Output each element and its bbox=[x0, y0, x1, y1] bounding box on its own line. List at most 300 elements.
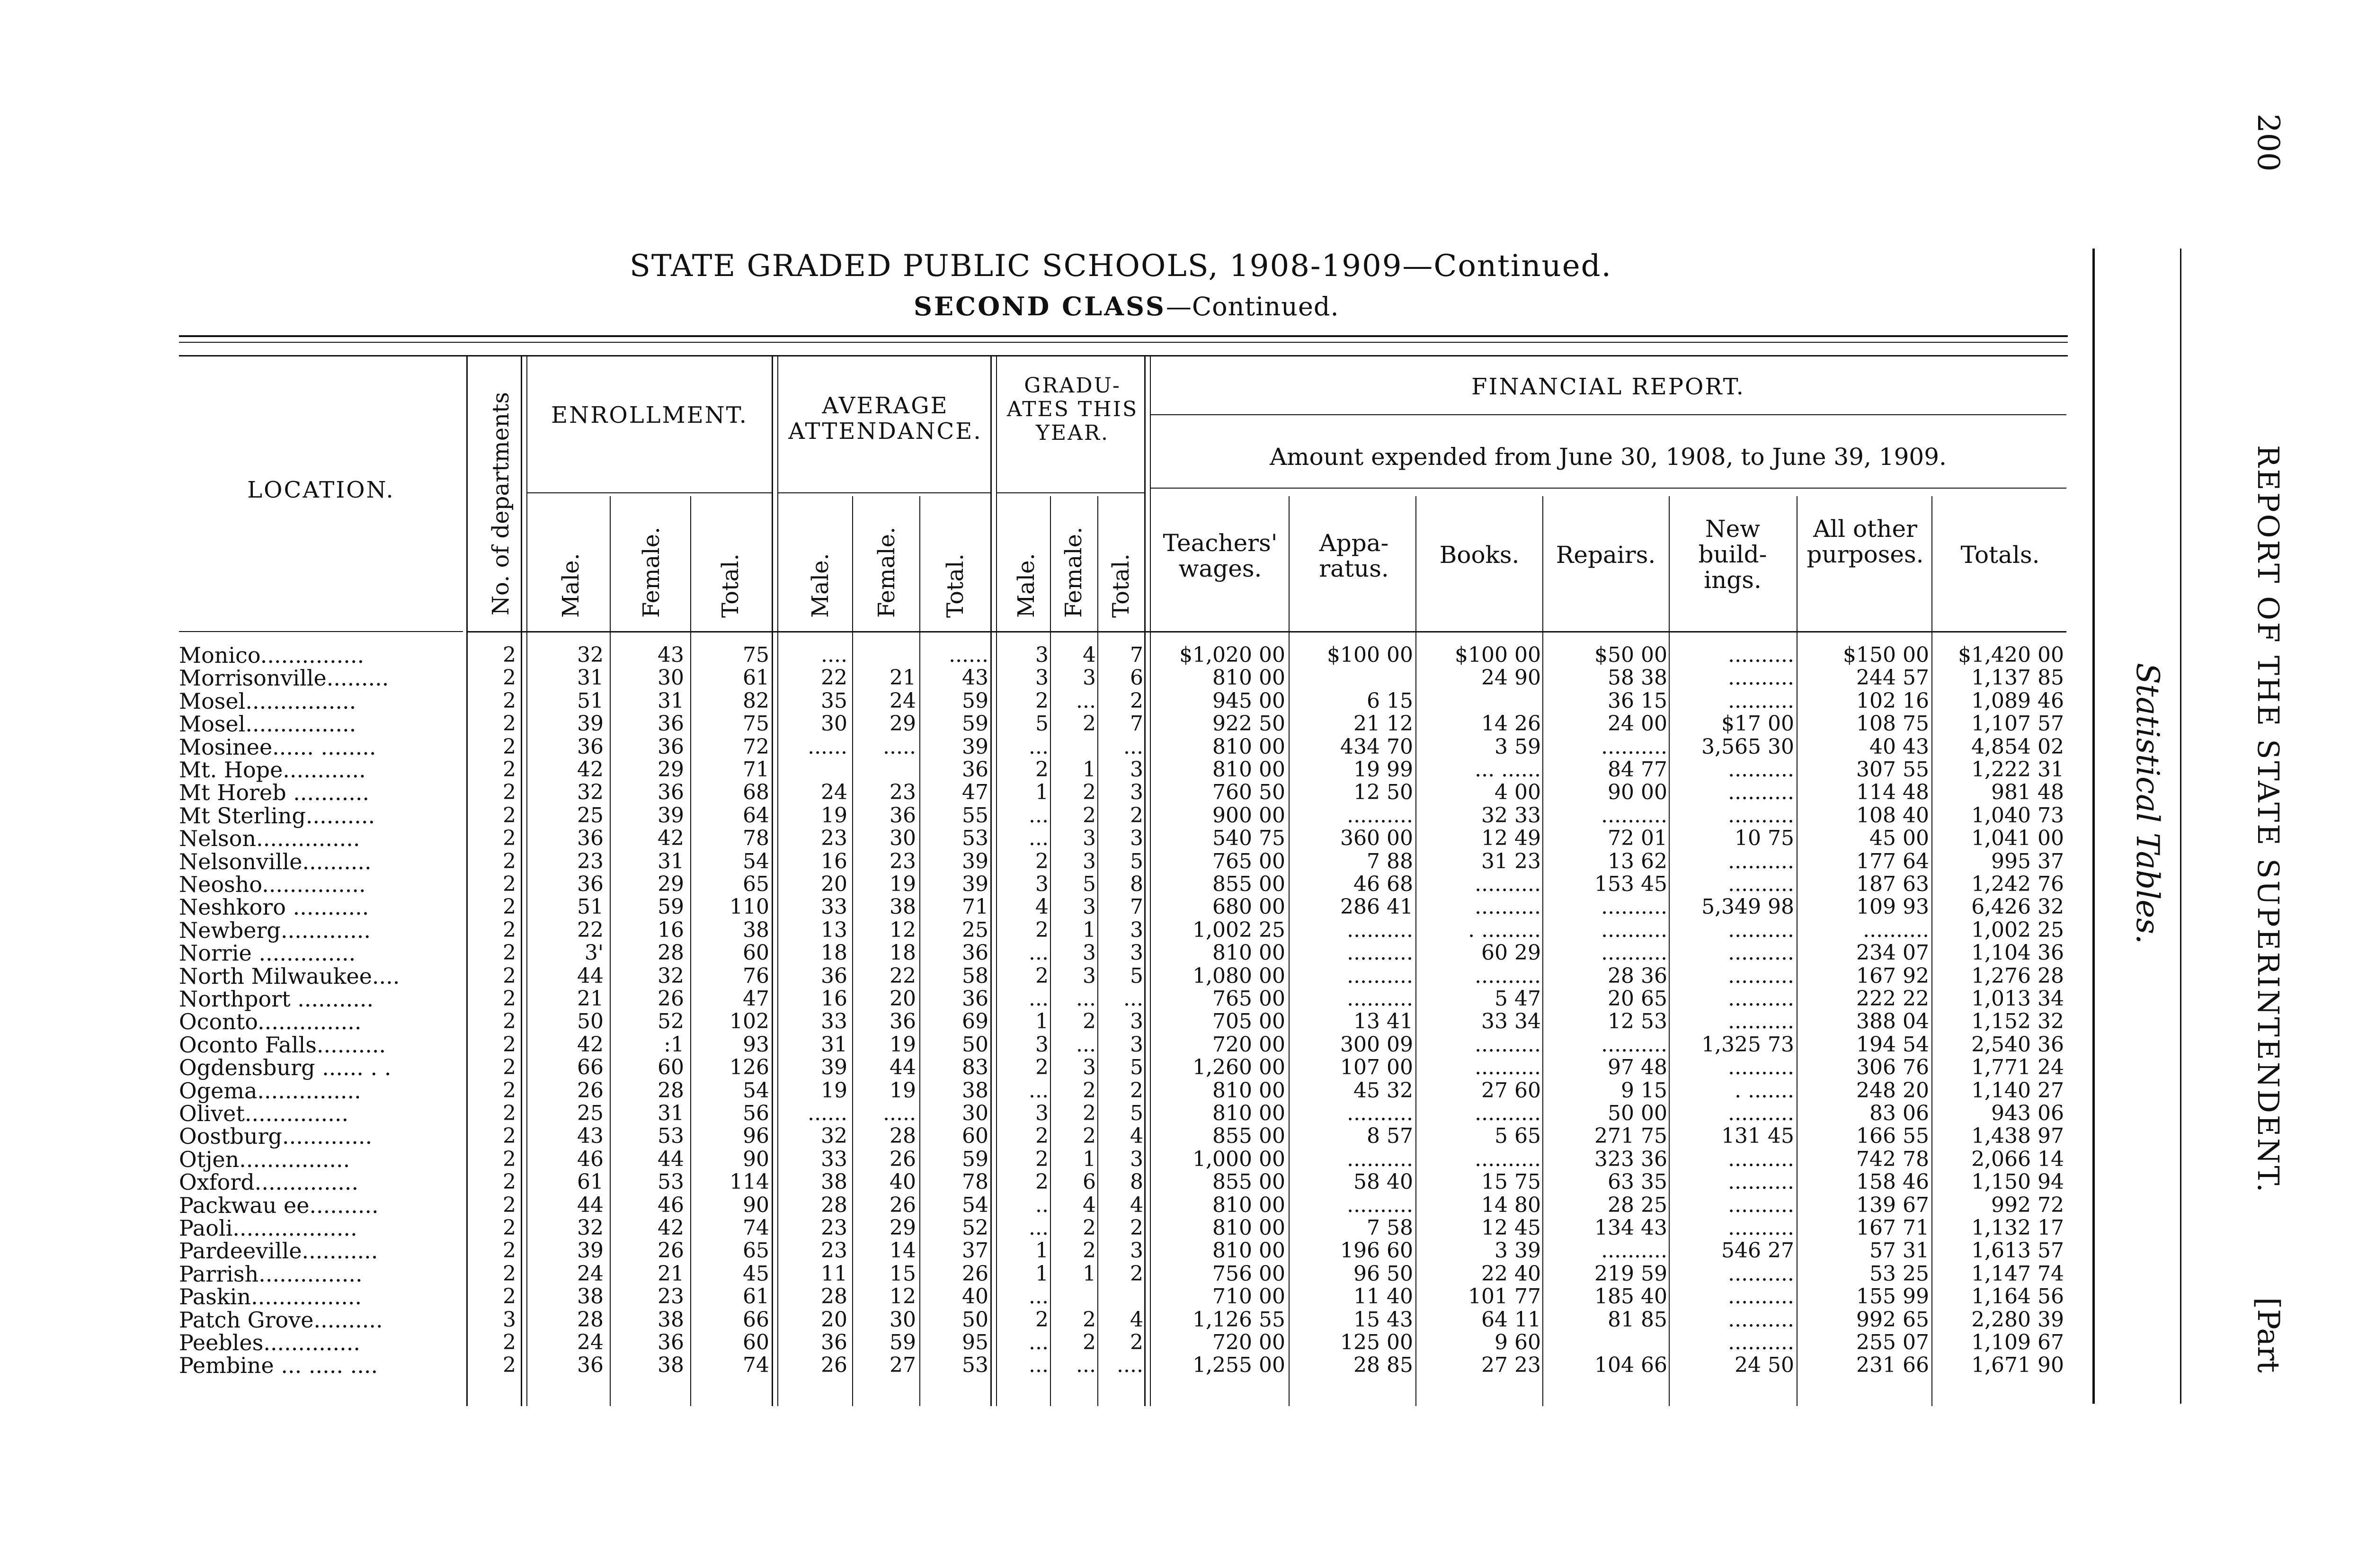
et-cell: 74 bbox=[743, 1353, 769, 1378]
am-cell: 23 bbox=[821, 826, 847, 851]
tw-cell: 810 00 bbox=[1212, 1101, 1285, 1125]
gf-cell: 3 bbox=[1083, 941, 1096, 965]
am-cell: 28 bbox=[821, 1193, 847, 1217]
ao-cell: 306 76 bbox=[1856, 1055, 1929, 1080]
bk-cell: .......... bbox=[1475, 872, 1541, 896]
gm-cell: 5 bbox=[1035, 712, 1049, 736]
em-cell: 36 bbox=[577, 1353, 604, 1378]
side-section: Statistical Tables. bbox=[2129, 663, 2166, 944]
financial-header: FINANCIAL REPORT. bbox=[1471, 374, 1745, 400]
ap-cell: .......... bbox=[1347, 1101, 1413, 1125]
em-cell: 25 bbox=[577, 803, 604, 828]
tw-cell: 810 00 bbox=[1212, 1193, 1285, 1217]
gm-cell: 3 bbox=[1035, 666, 1049, 690]
ao-cell: 155 99 bbox=[1856, 1284, 1929, 1309]
rp-cell: 36 15 bbox=[1608, 688, 1667, 713]
gt-cell: 7 bbox=[1130, 895, 1143, 919]
gm-cell: ... bbox=[1029, 1353, 1049, 1378]
af-cell: 19 bbox=[890, 1078, 916, 1103]
af-cell: 14 bbox=[890, 1238, 916, 1263]
em-cell: 43 bbox=[577, 1124, 604, 1149]
gt-cell: 2 bbox=[1130, 688, 1143, 713]
gf-cell: 2 bbox=[1083, 712, 1096, 736]
am-cell: 20 bbox=[821, 872, 847, 896]
tw-cell: 1,002 25 bbox=[1192, 918, 1285, 942]
table-row bbox=[0, 1354, 2367, 1377]
rp-cell bbox=[1549, 1331, 1667, 1354]
ao-cell: 255 07 bbox=[1856, 1330, 1929, 1354]
ao-cell: 108 75 bbox=[1856, 712, 1929, 736]
ao-cell: 248 20 bbox=[1856, 1078, 1929, 1103]
gf-cell: 3 bbox=[1083, 666, 1096, 690]
table-row bbox=[0, 1079, 2367, 1102]
bk-cell: 14 26 bbox=[1481, 712, 1541, 736]
ao-cell: 231 66 bbox=[1856, 1353, 1929, 1378]
gt-cell: 5 bbox=[1130, 1101, 1143, 1125]
em-cell: 36 bbox=[577, 872, 604, 896]
at-cell: 36 bbox=[962, 987, 988, 1011]
departments-header: No. of departments bbox=[488, 392, 514, 615]
location-cell: Packwau ee.......... bbox=[179, 1192, 379, 1218]
ef-cell: 16 bbox=[658, 918, 684, 942]
page-subtitle bbox=[914, 291, 1339, 321]
gm-cell: ... bbox=[1029, 1078, 1049, 1103]
dep-cell: 2 bbox=[503, 826, 516, 851]
ao-cell: 108 40 bbox=[1856, 803, 1929, 828]
bk-cell: 4 00 bbox=[1495, 780, 1541, 805]
em-cell: 26 bbox=[577, 1078, 604, 1103]
em-cell: 39 bbox=[577, 1238, 604, 1263]
location-cell: Pardeeville........... bbox=[179, 1238, 378, 1264]
af-cell: 30 bbox=[890, 826, 916, 851]
nb-cell: .......... bbox=[1728, 872, 1794, 896]
table-row bbox=[0, 1331, 2367, 1354]
location-cell: Oostburg............. bbox=[179, 1123, 373, 1149]
at-cell: 36 bbox=[962, 941, 988, 965]
tw-cell: 1,255 00 bbox=[1192, 1353, 1285, 1378]
af-cell: 29 bbox=[890, 712, 916, 736]
am-cell: 19 bbox=[821, 1078, 847, 1103]
table-row bbox=[0, 1309, 2367, 1331]
af-cell: 19 bbox=[890, 872, 916, 896]
em-cell: 51 bbox=[577, 895, 604, 919]
em-cell: 22 bbox=[577, 918, 604, 942]
attend-total-header: Total. bbox=[942, 553, 969, 618]
table-row bbox=[0, 1194, 2367, 1217]
gf-cell: ... bbox=[1076, 688, 1096, 713]
et-cell: 74 bbox=[743, 1216, 769, 1240]
am-cell: 11 bbox=[821, 1261, 847, 1286]
dep-cell: 3 bbox=[503, 1307, 516, 1332]
at-cell: 59 bbox=[962, 688, 988, 713]
dep-cell: 2 bbox=[503, 734, 516, 759]
tw-cell: $1,020 00 bbox=[1179, 643, 1285, 667]
at-cell: 54 bbox=[962, 1193, 988, 1217]
ap-cell: 96 50 bbox=[1353, 1261, 1413, 1286]
tw-cell: 680 00 bbox=[1212, 895, 1285, 919]
ao-cell: 40 43 bbox=[1869, 734, 1929, 759]
ef-cell: 30 bbox=[658, 666, 684, 690]
location-header: LOCATION. bbox=[247, 477, 395, 503]
at-cell: 25 bbox=[962, 918, 988, 942]
ap-cell: $100 00 bbox=[1327, 643, 1413, 667]
gf-cell: 3 bbox=[1083, 963, 1096, 988]
gm-cell: 3 bbox=[1035, 643, 1049, 667]
ap-cell: 125 00 bbox=[1340, 1330, 1413, 1354]
enroll-female-header: Female. bbox=[638, 526, 665, 618]
tot-cell: 1,276 28 bbox=[1971, 963, 2064, 988]
dep-cell: 2 bbox=[503, 712, 516, 736]
nb-cell: .......... bbox=[1728, 963, 1794, 988]
et-cell: 68 bbox=[743, 780, 769, 805]
tw-cell: 710 00 bbox=[1212, 1284, 1285, 1309]
gf-cell: ... bbox=[1076, 987, 1096, 1011]
ap-cell: .......... bbox=[1347, 987, 1413, 1011]
ef-cell: 29 bbox=[658, 757, 684, 782]
am-cell: 31 bbox=[821, 1032, 847, 1057]
nb-cell: . ....... bbox=[1735, 1078, 1794, 1103]
tw-cell: 1,260 00 bbox=[1192, 1055, 1285, 1080]
grad-underline bbox=[996, 492, 1145, 493]
rp-cell: 84 77 bbox=[1608, 757, 1667, 782]
tw-cell: 922 50 bbox=[1212, 712, 1285, 736]
am-cell: 23 bbox=[821, 1238, 847, 1263]
at-cell: 50 bbox=[962, 1307, 988, 1332]
em-cell: 32 bbox=[577, 780, 604, 805]
af-cell: 40 bbox=[890, 1170, 916, 1194]
ap-cell: 19 99 bbox=[1353, 757, 1413, 782]
et-cell: 66 bbox=[743, 1307, 769, 1332]
et-cell: 102 bbox=[730, 1009, 769, 1034]
ef-cell: 38 bbox=[658, 1307, 684, 1332]
tot-cell: 1,222 31 bbox=[1971, 757, 2064, 782]
side-page-number: 200 bbox=[2251, 114, 2286, 172]
repairs-header: Repairs. bbox=[1556, 541, 1656, 569]
ef-cell: 36 bbox=[658, 1330, 684, 1354]
af-cell: ..... bbox=[883, 734, 916, 759]
rp-cell: 24 00 bbox=[1608, 712, 1667, 736]
table-row bbox=[0, 827, 2367, 850]
dep-cell: 2 bbox=[503, 1147, 516, 1171]
ao-cell: 102 16 bbox=[1856, 688, 1929, 713]
attendance-header: AVERAGE ATTENDANCE. bbox=[788, 392, 982, 445]
af-cell: 22 bbox=[890, 963, 916, 988]
ef-cell: 53 bbox=[658, 1124, 684, 1149]
af-cell: 59 bbox=[890, 1330, 916, 1354]
tot-cell: 1,150 94 bbox=[1971, 1170, 2064, 1194]
am-cell: 39 bbox=[821, 1055, 847, 1080]
ef-cell: :1 bbox=[664, 1032, 684, 1057]
gm-cell: 2 bbox=[1035, 688, 1049, 713]
dep-cell: 2 bbox=[503, 643, 516, 667]
page-title: STATE GRADED PUBLIC SCHOOLS, 1908-1909—Continued. bbox=[630, 249, 1612, 284]
rp-cell: 271 75 bbox=[1594, 1124, 1667, 1149]
rp-cell: .......... bbox=[1601, 1032, 1667, 1057]
rp-cell: 97 48 bbox=[1608, 1055, 1667, 1080]
af-cell: 23 bbox=[890, 780, 916, 805]
gf-cell bbox=[1053, 1285, 1096, 1308]
bk-cell: 12 45 bbox=[1481, 1216, 1541, 1240]
em-cell: 39 bbox=[577, 712, 604, 736]
tw-cell: 765 00 bbox=[1212, 849, 1285, 873]
af-cell: 21 bbox=[890, 666, 916, 690]
dep-cell: 2 bbox=[503, 941, 516, 965]
ao-cell: 158 46 bbox=[1856, 1170, 1929, 1194]
all-other-header: All other purposes. bbox=[1806, 515, 1924, 568]
right-rule bbox=[2092, 249, 2095, 1404]
rp-cell: .......... bbox=[1601, 1238, 1667, 1263]
location-cell: Mosel................ bbox=[179, 711, 356, 737]
dep-cell: 2 bbox=[503, 1170, 516, 1194]
am-cell: 28 bbox=[821, 1284, 847, 1309]
em-cell: 42 bbox=[577, 757, 604, 782]
gm-cell: 2 bbox=[1035, 1170, 1049, 1194]
ap-cell: 12 50 bbox=[1353, 780, 1413, 805]
em-cell: 61 bbox=[577, 1170, 604, 1194]
gt-cell: 2 bbox=[1130, 1330, 1143, 1354]
ap-cell: .......... bbox=[1347, 963, 1413, 988]
dep-cell: 2 bbox=[503, 666, 516, 690]
rp-cell: 12 53 bbox=[1608, 1009, 1667, 1034]
gm-cell: 2 bbox=[1035, 1147, 1049, 1171]
et-cell: 90 bbox=[743, 1193, 769, 1217]
gm-cell: 4 bbox=[1035, 895, 1049, 919]
location-cell: Mt Sterling.......... bbox=[179, 802, 375, 829]
gm-cell: 1 bbox=[1035, 780, 1049, 805]
em-cell: 66 bbox=[577, 1055, 604, 1080]
tw-cell: 720 00 bbox=[1212, 1032, 1285, 1057]
tw-cell: 540 75 bbox=[1212, 826, 1285, 851]
dep-cell: 2 bbox=[503, 1101, 516, 1125]
bk-cell: ... ...... bbox=[1475, 757, 1541, 782]
et-cell: 90 bbox=[743, 1147, 769, 1171]
gm-cell: 3 bbox=[1035, 1032, 1049, 1057]
tot-cell: 1,152 32 bbox=[1971, 1009, 2064, 1034]
side-running-head: REPORT OF THE STATE SUPERINTENDENT. bbox=[2251, 445, 2286, 1194]
dep-cell: 2 bbox=[503, 1284, 516, 1309]
table-row bbox=[0, 919, 2367, 942]
location-cell: Paoli.................. bbox=[179, 1215, 357, 1241]
nb-cell: 1,325 73 bbox=[1701, 1032, 1794, 1057]
rp-cell: 104 66 bbox=[1594, 1353, 1667, 1378]
apparatus-header: Appa- ratus. bbox=[1319, 529, 1389, 582]
gm-cell: 2 bbox=[1035, 1124, 1049, 1149]
af-cell: 24 bbox=[890, 688, 916, 713]
gf-cell: 3 bbox=[1083, 826, 1096, 851]
gf-cell: 3 bbox=[1083, 1055, 1096, 1080]
gm-cell: 2 bbox=[1035, 757, 1049, 782]
em-cell: 51 bbox=[577, 688, 604, 713]
dep-cell: 2 bbox=[503, 987, 516, 1011]
gt-cell: 5 bbox=[1130, 1055, 1143, 1080]
nb-cell: .......... bbox=[1728, 1261, 1794, 1286]
bk-cell: .......... bbox=[1475, 1032, 1541, 1057]
af-cell: 20 bbox=[890, 987, 916, 1011]
at-cell: 69 bbox=[962, 1009, 988, 1034]
at-cell: 26 bbox=[962, 1261, 988, 1286]
ao-cell: 114 48 bbox=[1856, 780, 1929, 805]
nb-cell: 10 75 bbox=[1735, 826, 1794, 851]
nb-cell: .......... bbox=[1728, 780, 1794, 805]
tot-cell: 1,438 97 bbox=[1971, 1124, 2064, 1149]
af-cell: 44 bbox=[890, 1055, 916, 1080]
nb-cell: .......... bbox=[1728, 688, 1794, 713]
at-cell: 95 bbox=[962, 1330, 988, 1354]
gt-cell: ... bbox=[1123, 987, 1143, 1011]
gf-cell: 3 bbox=[1083, 895, 1096, 919]
location-cell: Newberg............. bbox=[179, 917, 371, 943]
ap-cell: 286 41 bbox=[1340, 895, 1413, 919]
ap-cell: 15 43 bbox=[1353, 1307, 1413, 1332]
ap-cell: 58 40 bbox=[1353, 1170, 1413, 1194]
rp-cell: 20 65 bbox=[1608, 987, 1667, 1011]
at-cell: 53 bbox=[962, 826, 988, 851]
ap-cell: 21 12 bbox=[1353, 712, 1413, 736]
rp-cell: .......... bbox=[1601, 918, 1667, 942]
tot-cell: 1,140 27 bbox=[1971, 1078, 2064, 1103]
gt-cell: 2 bbox=[1130, 803, 1143, 828]
tot-cell: 1,013 34 bbox=[1971, 987, 2064, 1011]
at-cell: 39 bbox=[962, 849, 988, 873]
rp-cell: .......... bbox=[1601, 734, 1667, 759]
em-cell: 23 bbox=[577, 849, 604, 873]
af-cell: 29 bbox=[890, 1216, 916, 1240]
nb-cell: .......... bbox=[1728, 643, 1794, 667]
ef-cell: 26 bbox=[658, 987, 684, 1011]
am-cell bbox=[795, 758, 847, 781]
teachers-wages-header: Teachers' wages. bbox=[1163, 529, 1278, 582]
dep-cell: 2 bbox=[503, 1261, 516, 1286]
dep-cell: 2 bbox=[503, 1238, 516, 1263]
gm-cell: 2 bbox=[1035, 1307, 1049, 1332]
em-cell: 44 bbox=[577, 1193, 604, 1217]
bk-cell: .......... bbox=[1475, 1055, 1541, 1080]
af-cell bbox=[862, 758, 916, 781]
tw-cell: 1,080 00 bbox=[1192, 963, 1285, 988]
tot-cell: 1,109 67 bbox=[1971, 1330, 2064, 1354]
subtitle-class: SECOND CLASS bbox=[914, 291, 1166, 321]
ap-cell: 7 58 bbox=[1367, 1216, 1413, 1240]
am-cell: 36 bbox=[821, 963, 847, 988]
nb-cell: .......... bbox=[1728, 666, 1794, 690]
location-cell: Mosel................ bbox=[179, 688, 356, 714]
am-cell: 19 bbox=[821, 803, 847, 828]
et-cell: 65 bbox=[743, 1238, 769, 1263]
nb-cell: .......... bbox=[1728, 1055, 1794, 1080]
gf-cell: 2 bbox=[1083, 1238, 1096, 1263]
tot-cell: 1,164 56 bbox=[1971, 1284, 2064, 1309]
rp-cell: 58 38 bbox=[1608, 666, 1667, 690]
tot-cell: 1,613 57 bbox=[1971, 1238, 2064, 1263]
enroll-male-header: Male. bbox=[558, 553, 584, 618]
ef-cell: 36 bbox=[658, 734, 684, 759]
table-row bbox=[0, 644, 2367, 667]
table-row bbox=[0, 1010, 2367, 1033]
ao-cell: 45 00 bbox=[1869, 826, 1929, 851]
tot-cell: 1,242 76 bbox=[1971, 872, 2064, 896]
grad-total-header: Total. bbox=[1108, 553, 1134, 618]
at-cell: 47 bbox=[962, 780, 988, 805]
table-row bbox=[0, 1263, 2367, 1285]
ao-cell: $150 00 bbox=[1843, 643, 1929, 667]
em-cell: 38 bbox=[577, 1284, 604, 1309]
dep-cell: 2 bbox=[503, 849, 516, 873]
af-cell: 26 bbox=[890, 1193, 916, 1217]
tot-cell: 1,104 36 bbox=[1971, 941, 2064, 965]
ao-cell: 222 22 bbox=[1856, 987, 1929, 1011]
dep-cell: 2 bbox=[503, 1353, 516, 1378]
at-cell: 58 bbox=[962, 963, 988, 988]
tw-cell: 810 00 bbox=[1212, 941, 1285, 965]
nb-cell: .......... bbox=[1728, 1193, 1794, 1217]
em-cell: 32 bbox=[577, 643, 604, 667]
em-cell: 50 bbox=[577, 1009, 604, 1034]
gt-cell: 4 bbox=[1130, 1193, 1143, 1217]
tot-cell: 1,107 57 bbox=[1971, 712, 2064, 736]
am-cell: ...... bbox=[808, 1101, 847, 1125]
location-cell: Ogdensburg ...... . . bbox=[179, 1055, 392, 1081]
tot-cell: 992 72 bbox=[1991, 1193, 2064, 1217]
ef-cell: 23 bbox=[658, 1284, 684, 1309]
nb-cell: .......... bbox=[1728, 941, 1794, 965]
dep-cell: 2 bbox=[503, 963, 516, 988]
tot-cell: 2,540 36 bbox=[1971, 1032, 2064, 1057]
am-cell: 33 bbox=[821, 895, 847, 919]
ao-cell: 167 92 bbox=[1856, 963, 1929, 988]
em-cell: 28 bbox=[577, 1307, 604, 1332]
am-cell: 33 bbox=[821, 1009, 847, 1034]
dep-cell: 2 bbox=[503, 1009, 516, 1034]
rp-cell: 28 36 bbox=[1608, 963, 1667, 988]
gt-cell: 3 bbox=[1130, 918, 1143, 942]
location-cell: Oconto............... bbox=[179, 1009, 362, 1035]
rp-cell: 9 15 bbox=[1621, 1078, 1667, 1103]
em-cell: 32 bbox=[577, 1216, 604, 1240]
bk-cell: 31 23 bbox=[1481, 849, 1541, 873]
tot-cell: 1,147 74 bbox=[1971, 1261, 2064, 1286]
at-cell: ...... bbox=[949, 643, 988, 667]
rp-cell: 81 85 bbox=[1608, 1307, 1667, 1332]
tot-cell: 2,280 39 bbox=[1971, 1307, 2064, 1332]
gm-cell: ... bbox=[1029, 987, 1049, 1011]
et-cell: 61 bbox=[743, 1284, 769, 1309]
tw-cell: 855 00 bbox=[1212, 872, 1285, 896]
location-cell: Neosho............... bbox=[179, 872, 366, 897]
ef-cell: 38 bbox=[658, 1353, 684, 1378]
location-cell: Neshkoro ........... bbox=[179, 894, 369, 920]
dep-cell: 2 bbox=[503, 1330, 516, 1354]
bk-cell: 3 59 bbox=[1495, 734, 1541, 759]
location-cell: Oxford............... bbox=[179, 1169, 359, 1195]
gt-cell: 8 bbox=[1130, 872, 1143, 896]
at-cell: 43 bbox=[962, 666, 988, 690]
gt-cell: 3 bbox=[1130, 1147, 1143, 1171]
location-cell: Mt. Hope............ bbox=[179, 757, 366, 783]
et-cell: 65 bbox=[743, 872, 769, 896]
at-cell: 39 bbox=[962, 872, 988, 896]
dep-cell: 2 bbox=[503, 1032, 516, 1057]
gf-cell: 1 bbox=[1083, 1147, 1096, 1171]
af-cell bbox=[862, 644, 916, 667]
tw-cell: 765 00 bbox=[1212, 987, 1285, 1011]
at-cell: 53 bbox=[962, 1353, 988, 1378]
gm-cell: ... bbox=[1029, 941, 1049, 965]
ao-cell: 194 54 bbox=[1856, 1032, 1929, 1057]
am-cell: 33 bbox=[821, 1147, 847, 1171]
location-cell: Patch Grove.......... bbox=[179, 1307, 383, 1333]
tot-cell: 981 48 bbox=[1991, 780, 2064, 805]
ef-cell: 46 bbox=[658, 1193, 684, 1217]
